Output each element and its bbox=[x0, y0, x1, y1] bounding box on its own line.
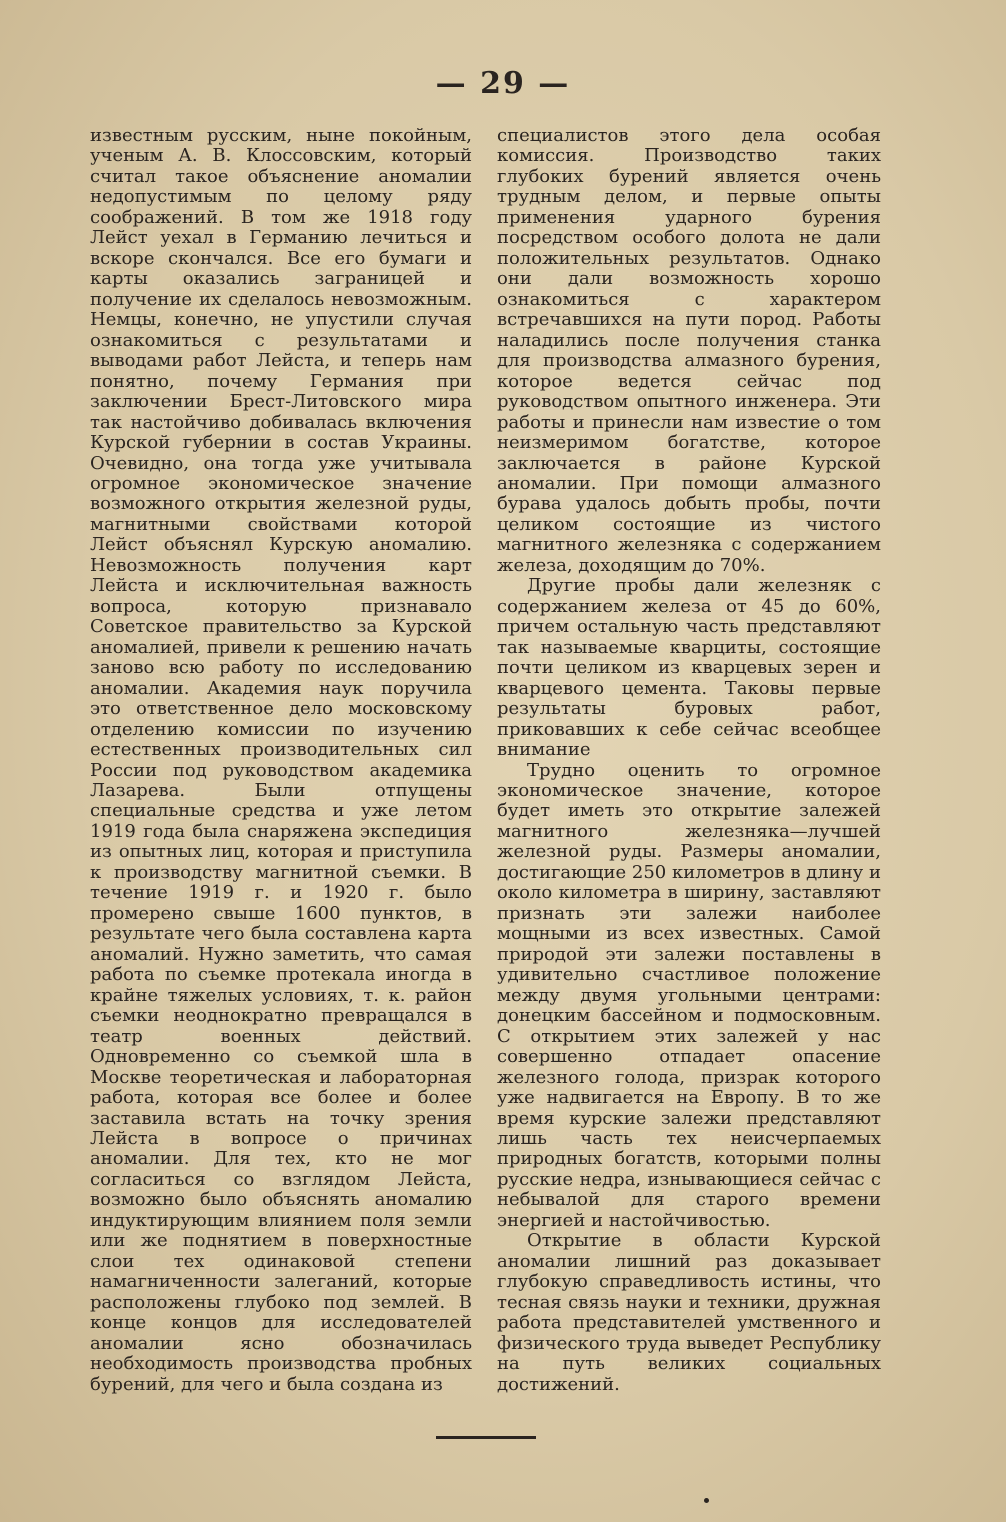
paragraph: Трудно оценить то огромное экономическое значение, которое будет иметь это открытие залежей магнитного железняка—лучшей железной руды. Размеры аномалии, достигающие 250 километров в длину и около километра в ширину, заставляют признать эти залежи наиболее мощными из всех известных. Самой природой эти залежи поставлены в удивительно счастливое положение между двумя угольными центрами: донецким бассейном и подмосковным. С открытием этих залежей у нас совершенно отпадает опасение железного голода, призрак которого уже надвигается на Европу. В то же время курские залежи представляют лишь часть тех неисчерпаемых природных богатств, которыми полны русские недра, изнывающиеся сейчас с небывалой для старого времени энергией и настойчивостью. bbox=[497, 759, 881, 1231]
end-rule-divider bbox=[436, 1436, 536, 1439]
ink-dot bbox=[704, 1498, 709, 1503]
paragraph: известным русским, ныне покойным, ученым А. В. Клоссовским, который считал такое объяснение аномалии недопустимым по целому ряду соображений. В том же 1918 году Лейст уехал в Германию лечиться и вскоре скончался. Все его бумаги и карты оказались заграницей и получение их сделалось невозможным. Немцы, конечно, не упустили случая ознакомиться с результатами и выводами работ Лейста, и теперь нам понятно, почему Германия при заключении Брест-Литовского мира так настойчиво добивалась включения Курской губернии в состав Украины. Очевидно, она тогда уже учитывала огромное экономическое значение возможного открытия железной руды, магнитными свойствами которой Лейст объяснял Курскую аномалию. Невозможность получения карт Лейста и исключительная важность вопроса, которую признавало Советское правительство за Курской аномалией, привели к решению начать заново всю работу по исследованию аномалии. Академия наук поручила это ответственное дело московскому отделению комиссии по изучению естественных производительных сил России под руководством академика Лазарева. Были отпущены специальные средства и уже летом 1919 года была снаряжена экспедиция из опытных лиц, которая и приступила к производству магнитной съемки. В течение 1919 г. и 1920 г. было промерено свыше 1600 пунктов, в результате чего была составлена карта аномалий. Нужно заметить, что самая работа по съемке протекала иногда в крайне тяжелых условиях, т. к. район съемки неоднократно превращался в театр военных действий. Одновременно со съемкой шла в Москве теоретическая и лабораторная работа, которая все более и более заставила встать на точку зрения Лейста в вопросе о причинах аномалии. Для тех, кто не мог согласиться со взглядом Лейста, возможно было объяснять аномалию индуктирующим влиянием поля земли или же поднятием в поверхностные слои тех одинаковой степени намагниченности залеганий, которые расположены глубоко под землей. В конце концов для исследователей аномалии ясно обозначилась необходимость производства пробных бурений, для чего и была создана из bbox=[90, 125, 472, 1395]
page-number: — 29 — bbox=[435, 66, 571, 101]
right-column bbox=[497, 126, 881, 1395]
left-column bbox=[90, 126, 472, 1395]
paragraph: Другие пробы дали железняк с содержанием железа от 45 до 60%, причем остальную часть представляют так называемые кварциты, состоящие почти целиком из кварцевых зерен и кварцевого цемента. Таковы первые результаты буровых работ, приковавших к себе сейчас всеобщее внимание bbox=[497, 575, 881, 761]
paragraph: специалистов этого дела особая комиссия. Производство таких глубоких бурений является очень трудным делом, и первые опыты применения ударного бурения посредством особого долота не дали положительных результатов. Однако они дали возможность хорошо ознакомиться с характером встречавшихся на пути пород. Работы наладились после получения станка для производства алмазного бурения, которое ведется сейчас под руководством опытного инженера. Эти работы и принесли нам известие о том неизмеримом богатстве, которое заключается в районе Курской аномалии. При помощи алмазного бурава удалось добыть пробы, почти целиком состоящие из чистого магнитного железняка с содержанием железа, доходящим до 70%. bbox=[497, 125, 881, 576]
paragraph: Открытие в области Курской аномалии лишний раз доказывает глубокую справедливость истины, что тесная связь науки и техники, дружная работа представителей умственного и физического труда выведет Республику на путь великих социальных достижений. bbox=[497, 1230, 881, 1395]
